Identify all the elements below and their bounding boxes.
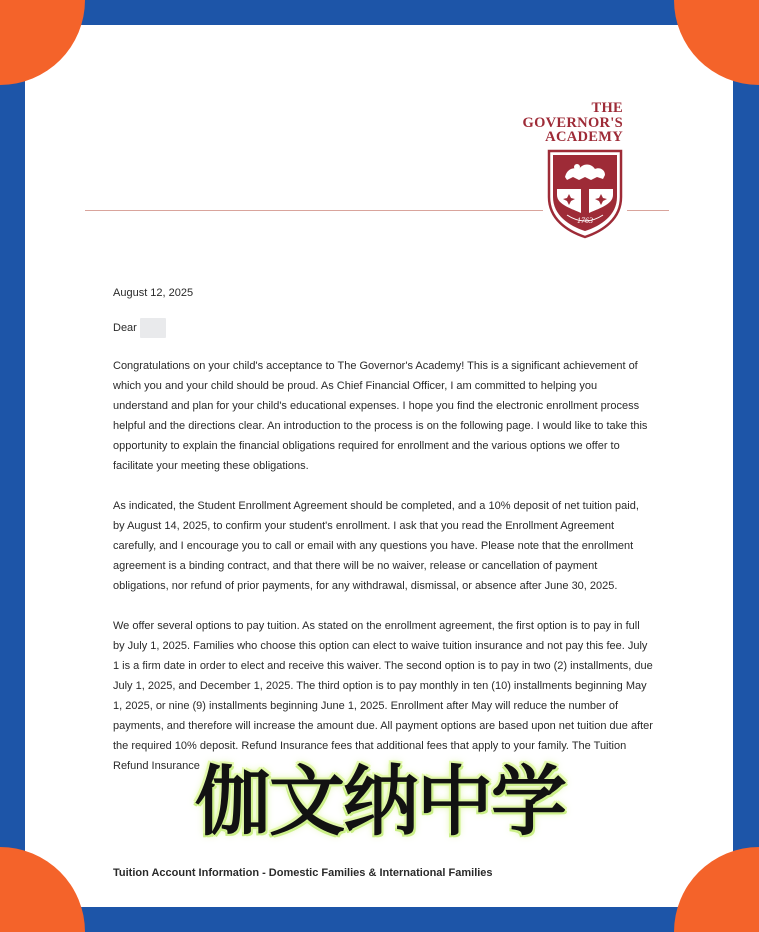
school-name-line-3: ACADEMY [545, 129, 623, 145]
salutation-text: Dear [113, 322, 137, 334]
salutation [113, 318, 653, 338]
school-name-line-2: GOVERNOR'S [522, 114, 623, 131]
school-name-line-1: THE [591, 100, 623, 116]
paragraph-1: Congratulations on your child's acceptance to The Governor's Academy! This is a significant achievement of which you and your child should be proud. As Chief Financial Officer, I am committed to helping you understand and plan for your child's educational expenses. I hope you find the electronic enrollment process helpful and the directions clear. An introduction to the process is on the following page. I would like to take this opportunity to explain the financial obligations required for enrollment and the various options we offer to facilitate your meeting these obligations. [113, 360, 648, 472]
caption-overlay: 伽文纳中学 [195, 757, 565, 846]
header-rule-right [627, 210, 669, 211]
header-rule-left [85, 210, 543, 211]
paragraph-2: As indicated, the Student Enrollment Agreement should be completed, and a 10% deposit of net tuition paid, by August 14, 2025, to confirm your student's enrollment. I ask that you read the Enrollment Agreement carefully, and I encourage you to call or email with any questions you have. Please note that the enrollment agreement is a binding contract, and that there will be no waiver, release or cancellation of payment obligations, nor refund of prior payments, for any withdrawal, dismissal, or absence after June 30, 2025. [113, 500, 639, 592]
section-heading: Tuition Account Information - Domestic Families & International Families [113, 867, 493, 879]
paragraph-3: We offer several options to pay tuition. As stated on the enrollment agreement, the first option is to pay in full by July 1, 2025. Families who choose this option can elect to waive tuition insurance and not pay this fee. July 1 is a firm date in order to elect and receive this waiver. The second option is to pay in two (2) installments, due July 1, 2025, and December 1, 2025. The third option is to pay monthly in ten (10) installments beginning May 1, 2025, or nine (9) installments beginning June 1, 2025. Enrollment after May will reduce the number of payments, and therefore will increase the amount due. All payment options are based upon net tuition due after the required 10% deposit. Refund Insurance fees that additional fees that apply to your family. The Tuition Refund Insurance [113, 620, 653, 772]
crest-year: 1763 [577, 216, 593, 225]
school-crest-icon [545, 147, 625, 239]
school-name-logo [523, 101, 624, 145]
letter-date: August 12, 2025 [113, 287, 194, 299]
redacted-name [140, 318, 166, 338]
